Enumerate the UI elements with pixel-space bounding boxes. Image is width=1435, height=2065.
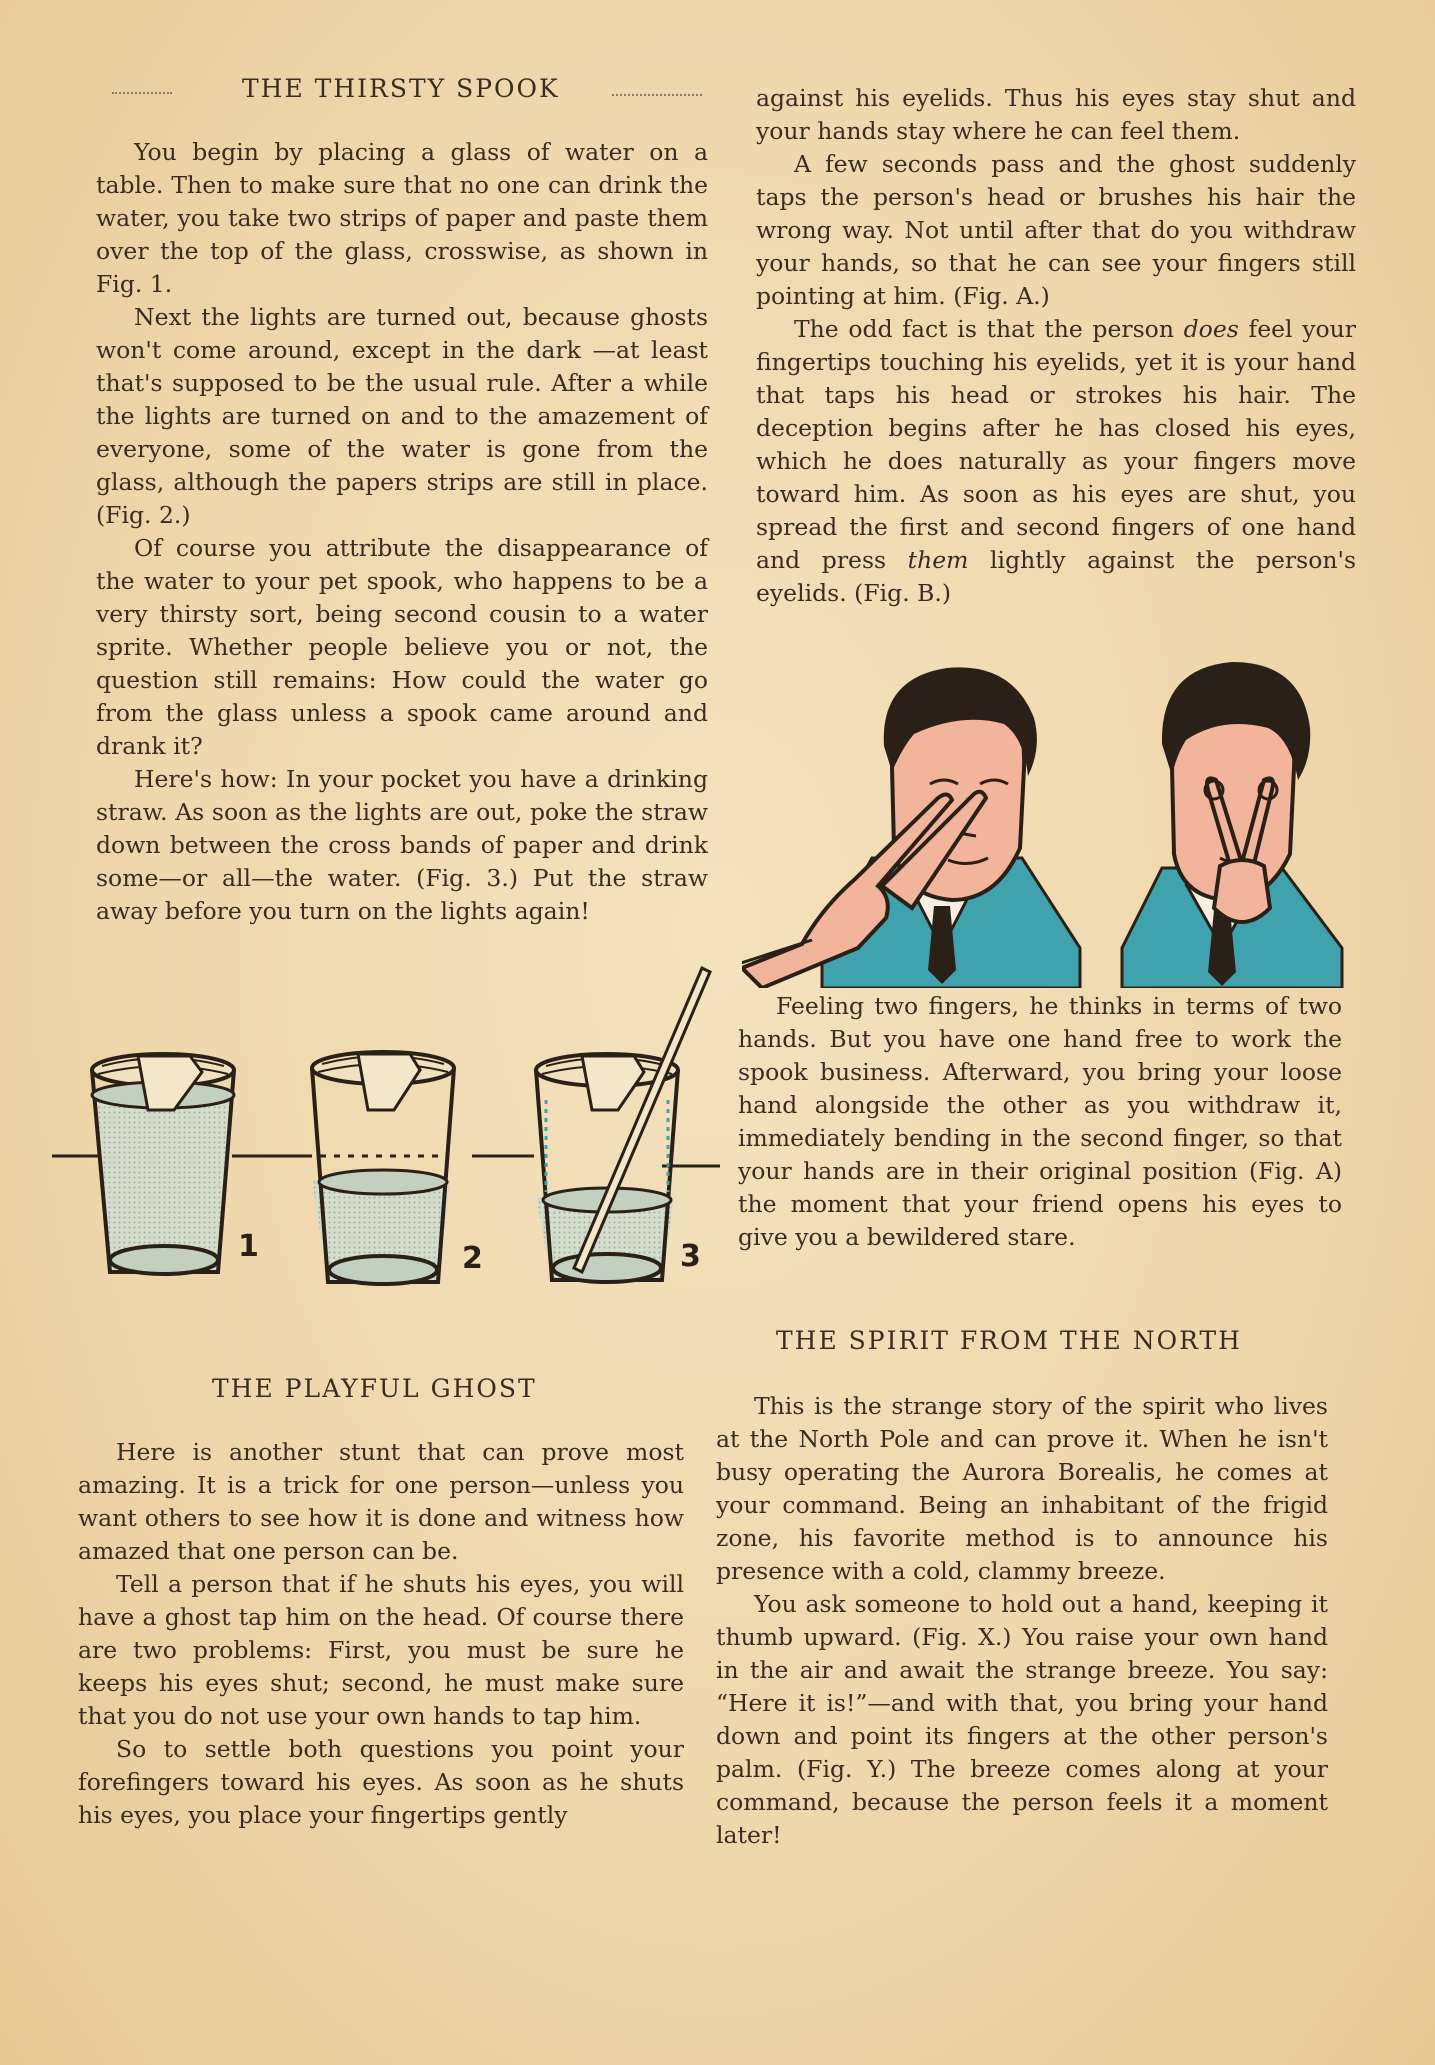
paragraph: against his eyelids. Thus his eyes stay shut and your hands stay where he can feel them. [756,84,1356,145]
paragraph: You begin by placing a glass of water on a table. Then to make sure that no one can drink the water, you take two strips of paper and paste them over the top of the glass, crosswise, as shown in Fig. 1. [96,138,708,298]
glass-1 [92,1054,234,1274]
thirsty-spook-body [96,136,708,928]
heading-playful-ghost [212,1374,537,1403]
glass-2 [312,1052,454,1284]
ornament-dots-right [612,94,702,98]
paragraph: This is the strange story of the spirit who lives at the North Pole and can prove it. When he isn't busy operating the Aurora Borealis, he comes at your command. Being an inhabitant of the frigid zone, his favorite method is to announce his presence with a cold, clammy breeze. [716,1392,1328,1585]
paragraph: Tell a person that if he shuts his eyes, you will have a ghost tap him on the head. Of course there are two problems: First, you must be sure he keeps his eyes shut; second, he must make sure that you do not use your own hands to tap him. [78,1570,684,1730]
heading-thirsty-spook-text: THE THIRSTY SPOOK [242,74,560,103]
paragraph: Next the lights are turned out, because ghosts won't come around, except in the dark —at least that's supposed to be the usual rule. After a while the lights are turned on and to the amazement of everyone, some of the water is gone from the glass, although the papers strips are still in place. (Fig. 2.) [96,303,708,529]
spirit-north-body [716,1390,1328,1852]
glasses-illustration [52,960,732,1290]
paragraph: You ask someone to hold out a hand, keeping it thumb upward. (Fig. X.) You raise your own hand in the air and await the strange breeze. You say: “Here it is!”—and with that, you bring your hand down and point its fingers at the other person's palm. (Fig. Y.) The breeze comes along at your command, because the person feels it a moment later! [716,1590,1328,1849]
heading-spirit-north-text: THE SPIRIT FROM THE NORTH [776,1326,1242,1355]
figure-label-1: 1 [238,1229,259,1264]
text-run: lightly against the person's eyelids. (Fig. B.) [756,546,1356,607]
paragraph: Feeling two fingers, he thinks in terms of two hands. But you have one hand free to work the spook business. Afterward, you bring your loose hand alongside the other as you withdraw it, immediately bending in the second finger, so that your hands are in their original position (Fig. A) the moment that your friend opens his eyes to give you a bewildered stare. [738,992,1342,1251]
heading-spirit-north [776,1326,1242,1355]
figure-label-2: 2 [462,1241,483,1276]
heads-illustration [742,648,1352,988]
paragraph: Here is another stunt that can prove most amazing. It is a trick for one person—unless you want others to see how it is done and witness how amazed that one person can be. [78,1438,684,1565]
playful-ghost-body [78,1436,684,1832]
paragraph [756,313,1356,610]
paragraph: Of course you attribute the disappearance of the water to your pet spook, who happens to be a very thirsty sort, being second cousin to a water sprite. Whether people believe you or not, the question still remains: How could the water go from the glass unless a spook came around and drank it? [96,534,708,760]
emphasis: them [907,546,969,574]
emphasis: does [1183,315,1239,343]
ornament-dots-left [112,92,172,96]
playful-ghost-conclusion [738,990,1342,1254]
heading-thirsty-spook [242,74,560,103]
text-run: The odd fact is that the person [794,315,1184,343]
heading-playful-ghost-text: THE PLAYFUL GHOST [212,1374,537,1403]
playful-ghost-continued [756,82,1356,610]
figure-b-man [1122,662,1342,988]
text-run: feel your fingertips touching his eyelids, yet it is your hand that taps his head or strokes his hair. The deception begins after he has closed his eyes, which he does naturally as your fingers move toward him. As soon as his eyes are shut, you spread the first and second fingers of one hand and press [756,315,1356,574]
glass-3 [536,968,710,1282]
figure-label-3: 3 [680,1239,701,1274]
paragraph: Here's how: In your pocket you have a drinking straw. As soon as the lights are out, poke the straw down between the cross bands of paper and drink some—or all—the water. (Fig. 3.) Put the straw away before you turn on the lights again! [96,765,708,925]
paragraph: A few seconds pass and the ghost suddenly taps the person's head or brushes his hair the wrong way. Not until after that do you withdraw your hands, so that he can see your fingers still pointing at him. (Fig. A.) [756,150,1356,310]
figure-a-man [742,667,1080,988]
paragraph: So to settle both questions you point your forefingers toward his eyes. As soon as he shuts his eyes, you place your fingertips gently [78,1735,684,1829]
